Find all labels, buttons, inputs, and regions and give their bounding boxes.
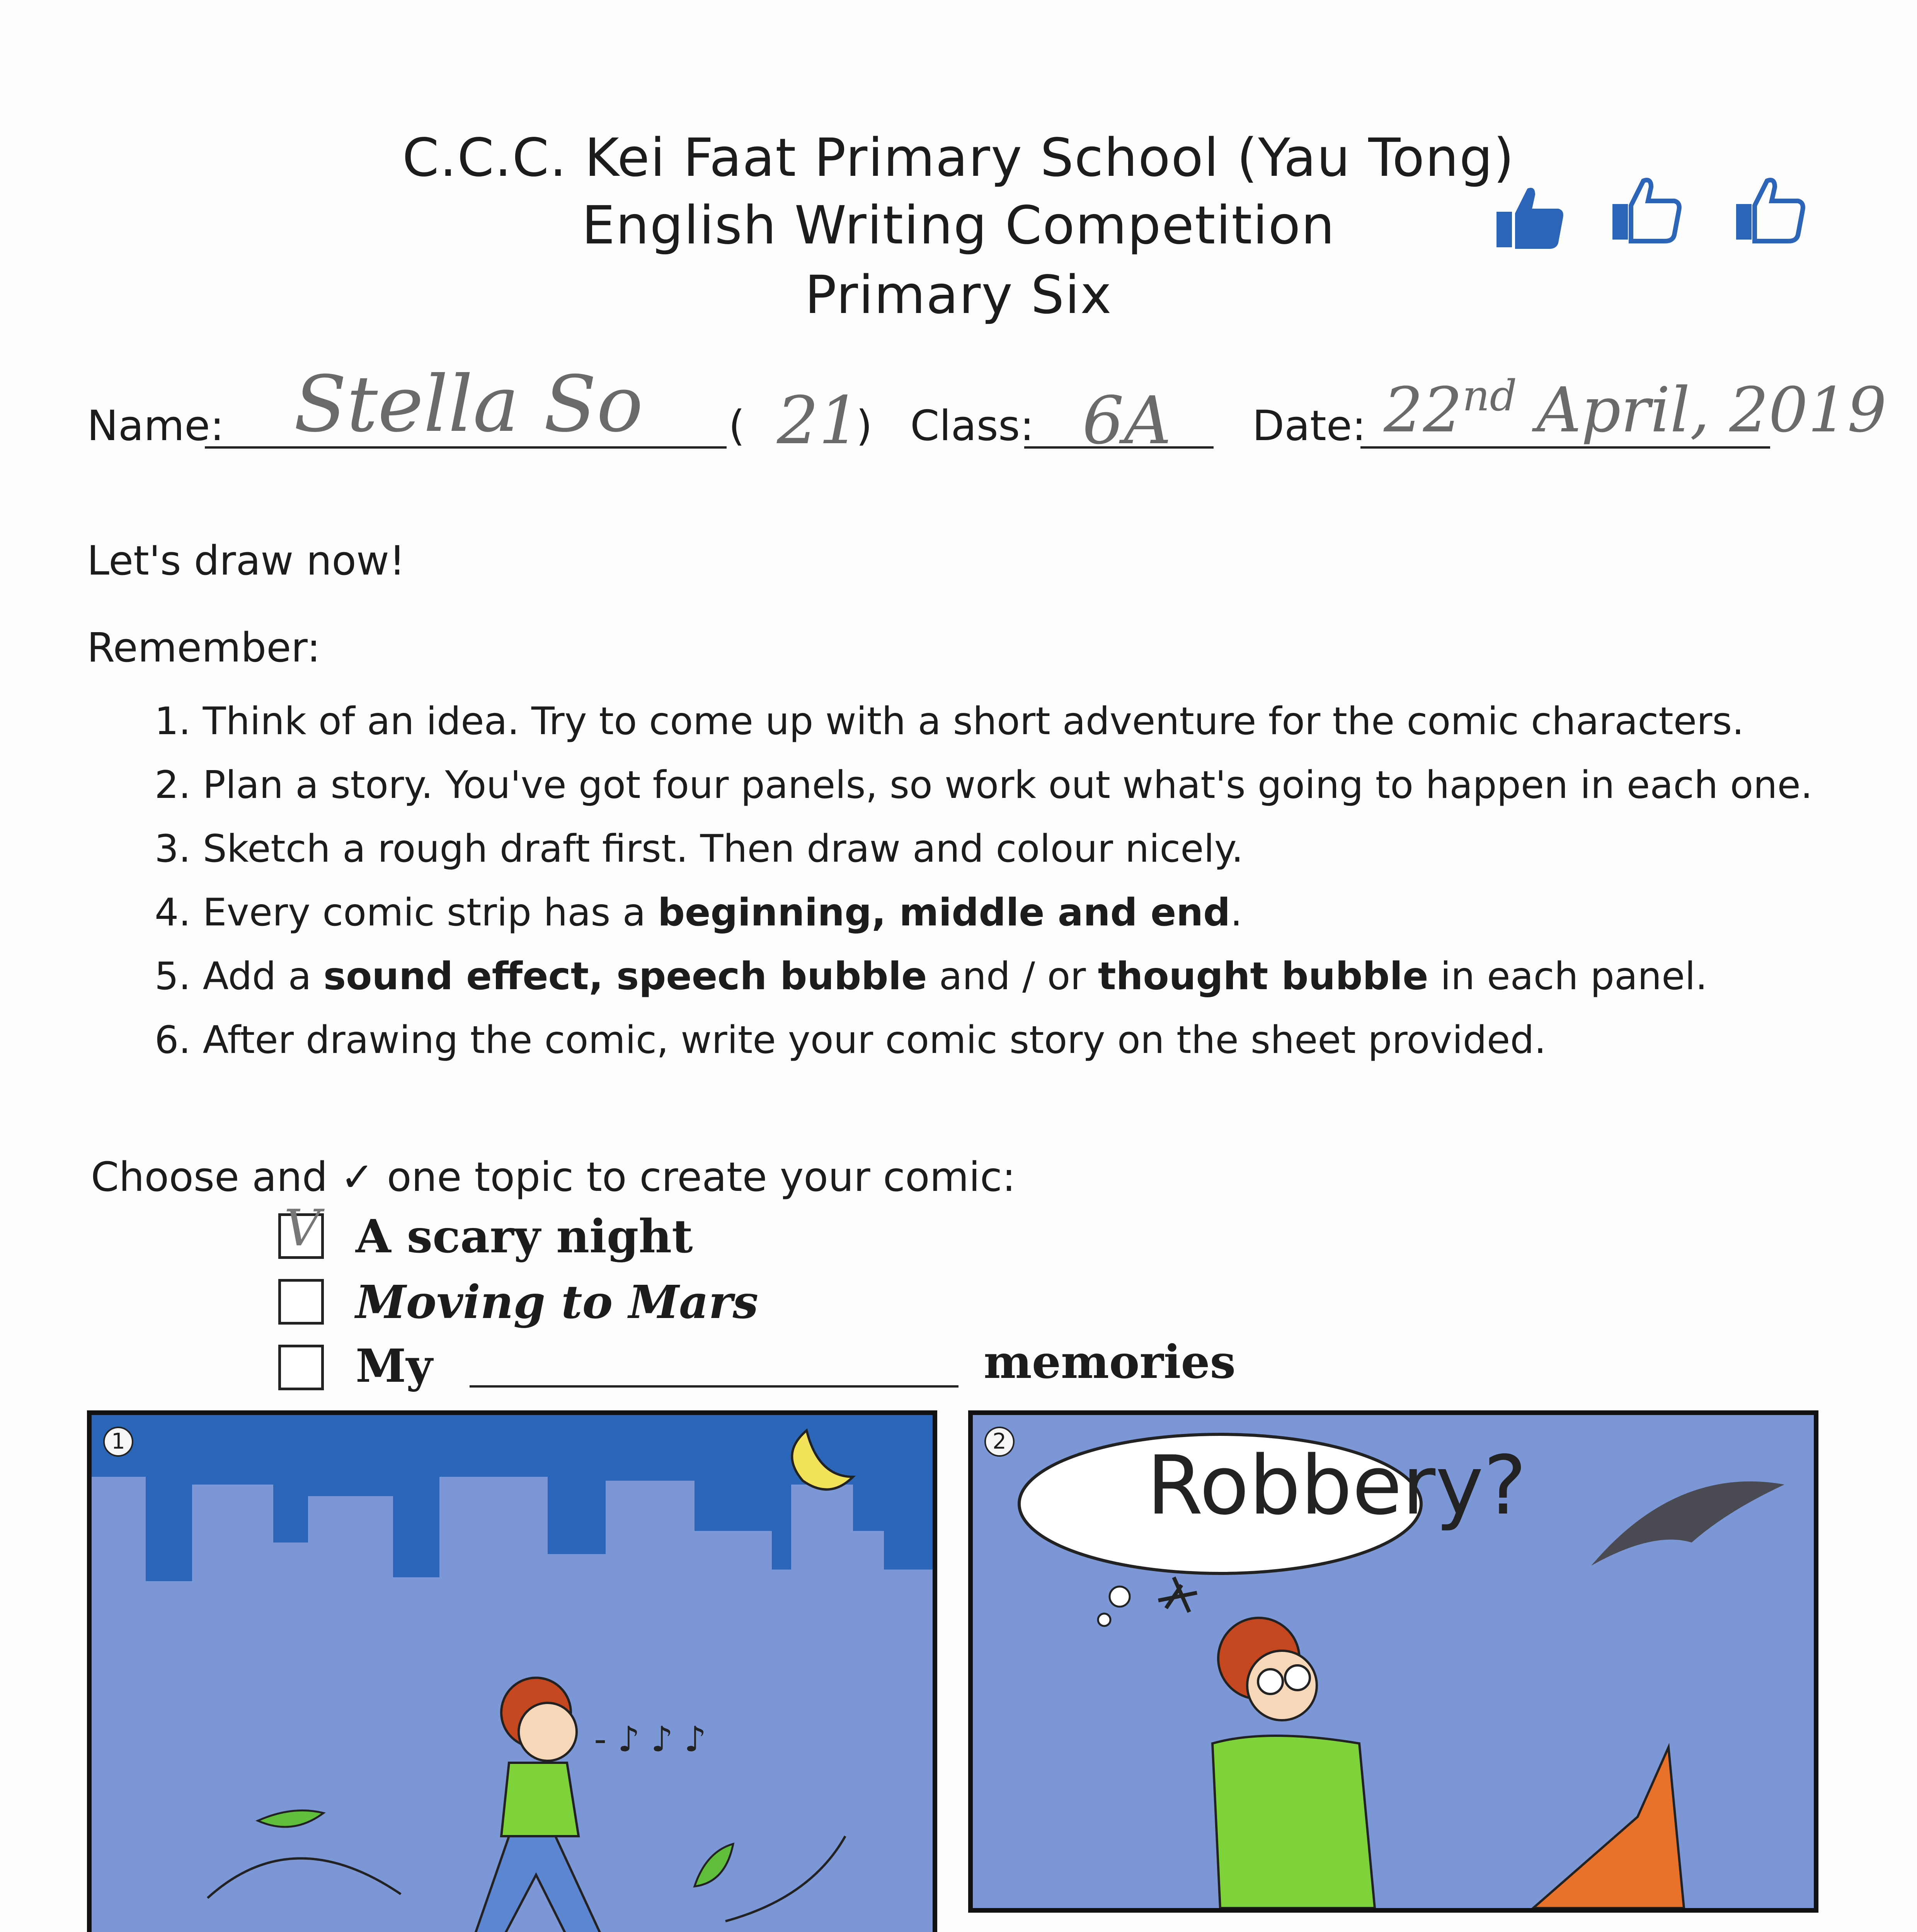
name-label: Name: xyxy=(87,402,225,450)
instruction-item: 2. Plan a story. You've got four panels, so work out what's going to happen in each one. xyxy=(155,763,1813,807)
thumbs-up-icon xyxy=(1731,170,1809,247)
date-line xyxy=(1360,446,1770,449)
comic-panel-2 xyxy=(968,1410,1818,1913)
instruction-item: 1. Think of an idea. Try to come up with a short adventure for the comic characters. xyxy=(155,699,1744,743)
number-close: ) xyxy=(856,402,873,450)
competition-title: English Writing Competition xyxy=(582,195,1335,256)
intro-text: Let's draw now! xyxy=(87,537,405,584)
topic-label: Moving to Mars xyxy=(356,1275,759,1329)
date-value: 22nd April, 2019 xyxy=(1384,371,1887,446)
instruction-item: 4. Every comic strip has a beginning, middle and end. xyxy=(155,891,1243,935)
number-open: ( xyxy=(729,402,745,450)
topic-checkbox-scary-night[interactable] xyxy=(278,1199,324,1259)
class-number-value: 21 xyxy=(777,383,861,459)
topic-label-suffix: memories xyxy=(984,1335,1236,1389)
topic-checkbox-mars[interactable] xyxy=(278,1279,324,1325)
level-title: Primary Six xyxy=(805,265,1112,326)
panel-number: 1 xyxy=(103,1427,133,1457)
name-value: Stella So xyxy=(294,359,643,449)
comic-panel-1 xyxy=(87,1410,937,1932)
check-mark-icon: ✓ xyxy=(340,1153,374,1201)
topic-label: My xyxy=(356,1339,433,1393)
svg-text:- ♪ ♪ ♪: - ♪ ♪ ♪ xyxy=(594,1719,707,1760)
speech-text: Robbery? xyxy=(1147,1438,1527,1533)
check-mark-icon: V xyxy=(284,1199,320,1257)
date-label: Date: xyxy=(1252,402,1366,450)
topic-prompt: Choose and ✓ one topic to create your comic: xyxy=(91,1153,1016,1201)
school-name: C.C.C. Kei Faat Primary School (Yau Tong) xyxy=(402,128,1515,189)
thumbs-up-group xyxy=(1492,170,1817,255)
remember-heading: Remember: xyxy=(87,624,321,671)
class-label: Class: xyxy=(910,402,1034,450)
instruction-item: 6. After drawing the comic, write your comic story on the sheet provided. xyxy=(155,1018,1546,1062)
topic-checkbox-memories[interactable] xyxy=(278,1345,324,1390)
instruction-item: 3. Sketch a rough draft first. Then draw and colour nicely. xyxy=(155,827,1243,871)
memories-blank-line xyxy=(470,1385,958,1388)
thumbs-up-icon xyxy=(1608,170,1685,247)
topic-label: A scary night xyxy=(356,1209,693,1263)
thumbs-up-icon xyxy=(1492,178,1569,255)
panel-1-illustration xyxy=(92,1415,933,1932)
class-value: 6A xyxy=(1082,383,1171,459)
instruction-item: 5. Add a sound effect, speech bubble and / or thought bubble in each panel. xyxy=(155,954,1708,998)
panel-number: 2 xyxy=(984,1427,1015,1457)
